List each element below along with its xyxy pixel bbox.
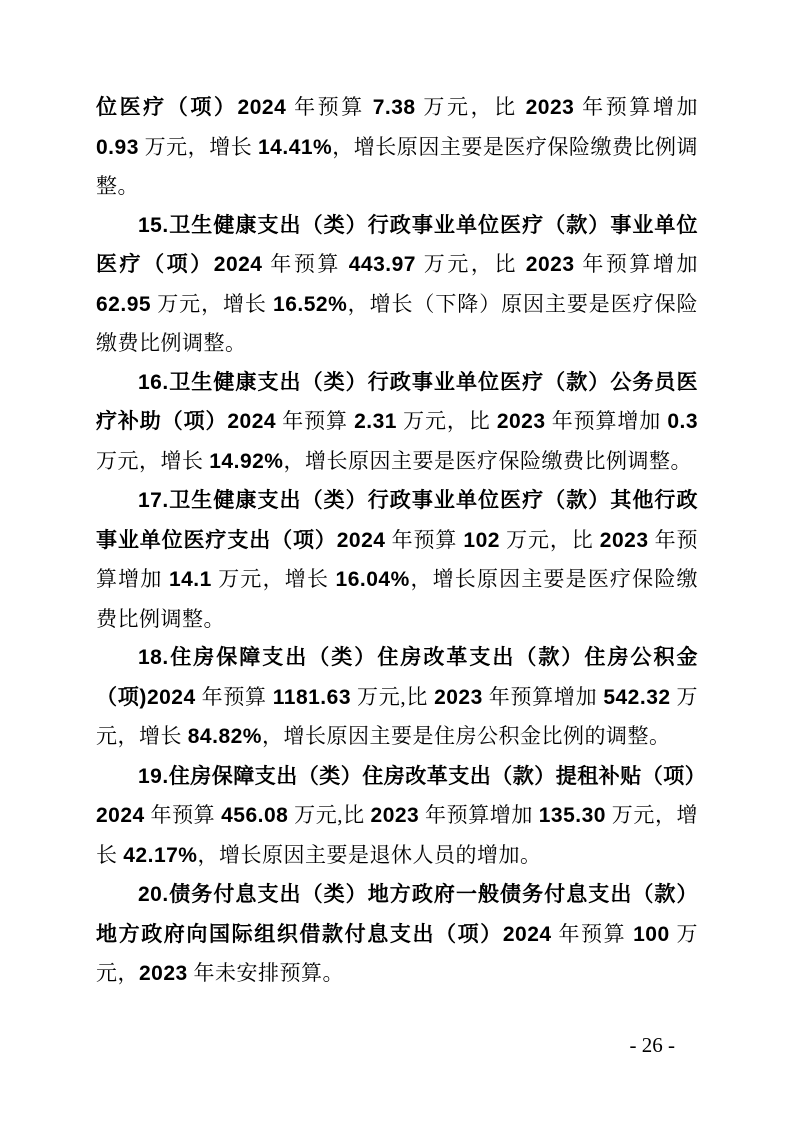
- paragraph-body: 2024 年预算 2.31 万元，比 2023 年预算增加 0.3 万元，增长 14.92%，增长原因主要是医疗保险缴费比例调整。: [96, 409, 699, 473]
- paragraph-heading: 20.债务付息支出（类）地方政府一般债务付息支出（款）地方政府向国际组织借款付息支出（项）: [96, 883, 698, 946]
- page-number: - 26 -: [629, 1033, 675, 1057]
- paragraph-body: 2024 年预算 7.38 万元，比 2023 年预算增加 0.93 万元，增长 14.41%，增长原因主要是医疗保险缴费比例调整。: [96, 95, 699, 198]
- budget-paragraph-15: [96, 206, 698, 363]
- paragraph-heading: 17.卫生健康支出（类）行政事业单位医疗（款）其他行政事业单位医疗支出（项）: [96, 489, 698, 552]
- paragraph-body: 2024 年预算 1181.63 万元,比 2023 年预算增加 542.32 万元，增长 84.82%，增长原因主要是住房公积金比例的调整。: [96, 684, 699, 748]
- budget-paragraph-19: [96, 757, 707, 876]
- budget-paragraph-18: [96, 638, 698, 757]
- paragraph-body: 2024 年预算 102 万元，比 2023 年预算增加 14.1 万元，增长 16.04%，增长原因主要是医疗保险缴费比例调整。: [96, 527, 699, 631]
- budget-paragraph-17: [96, 481, 698, 638]
- paragraph-heading: 19.住房保障支出（类）住房改革支出（款）提租补贴（项）: [138, 764, 707, 788]
- budget-paragraph-20: [96, 875, 698, 994]
- paragraph-body: 2024 年预算 100 万元，2023 年未安排预算。: [96, 921, 699, 985]
- paragraph-heading: 位医疗（项）: [96, 96, 238, 119]
- document-body: [96, 88, 707, 994]
- paragraph-body: 2024 年预算 443.97 万元，比 2023 年预算增加 62.95 万元，增长 16.52%，增长（下降）原因主要是医疗保险缴费比例调整。: [96, 252, 699, 355]
- budget-paragraph-16: [96, 363, 698, 482]
- paragraph-heading: 15.卫生健康支出（类）行政事业单位医疗（款）事业单位医疗（项）: [96, 213, 698, 276]
- paragraph-body: 2024 年预算 456.08 万元,比 2023 年预算增加 135.30 万元，增长 42.17%，增长原因主要是退休人员的增加。: [96, 803, 699, 867]
- paragraph-heading: 18.住房保障支出（类）住房改革支出（款）住房公积金（项): [96, 646, 698, 709]
- paragraph-heading: 16.卫生健康支出（类）行政事业单位医疗（款）公务员医疗补助（项）: [96, 370, 698, 433]
- budget-paragraph-14-continuation: [96, 88, 698, 206]
